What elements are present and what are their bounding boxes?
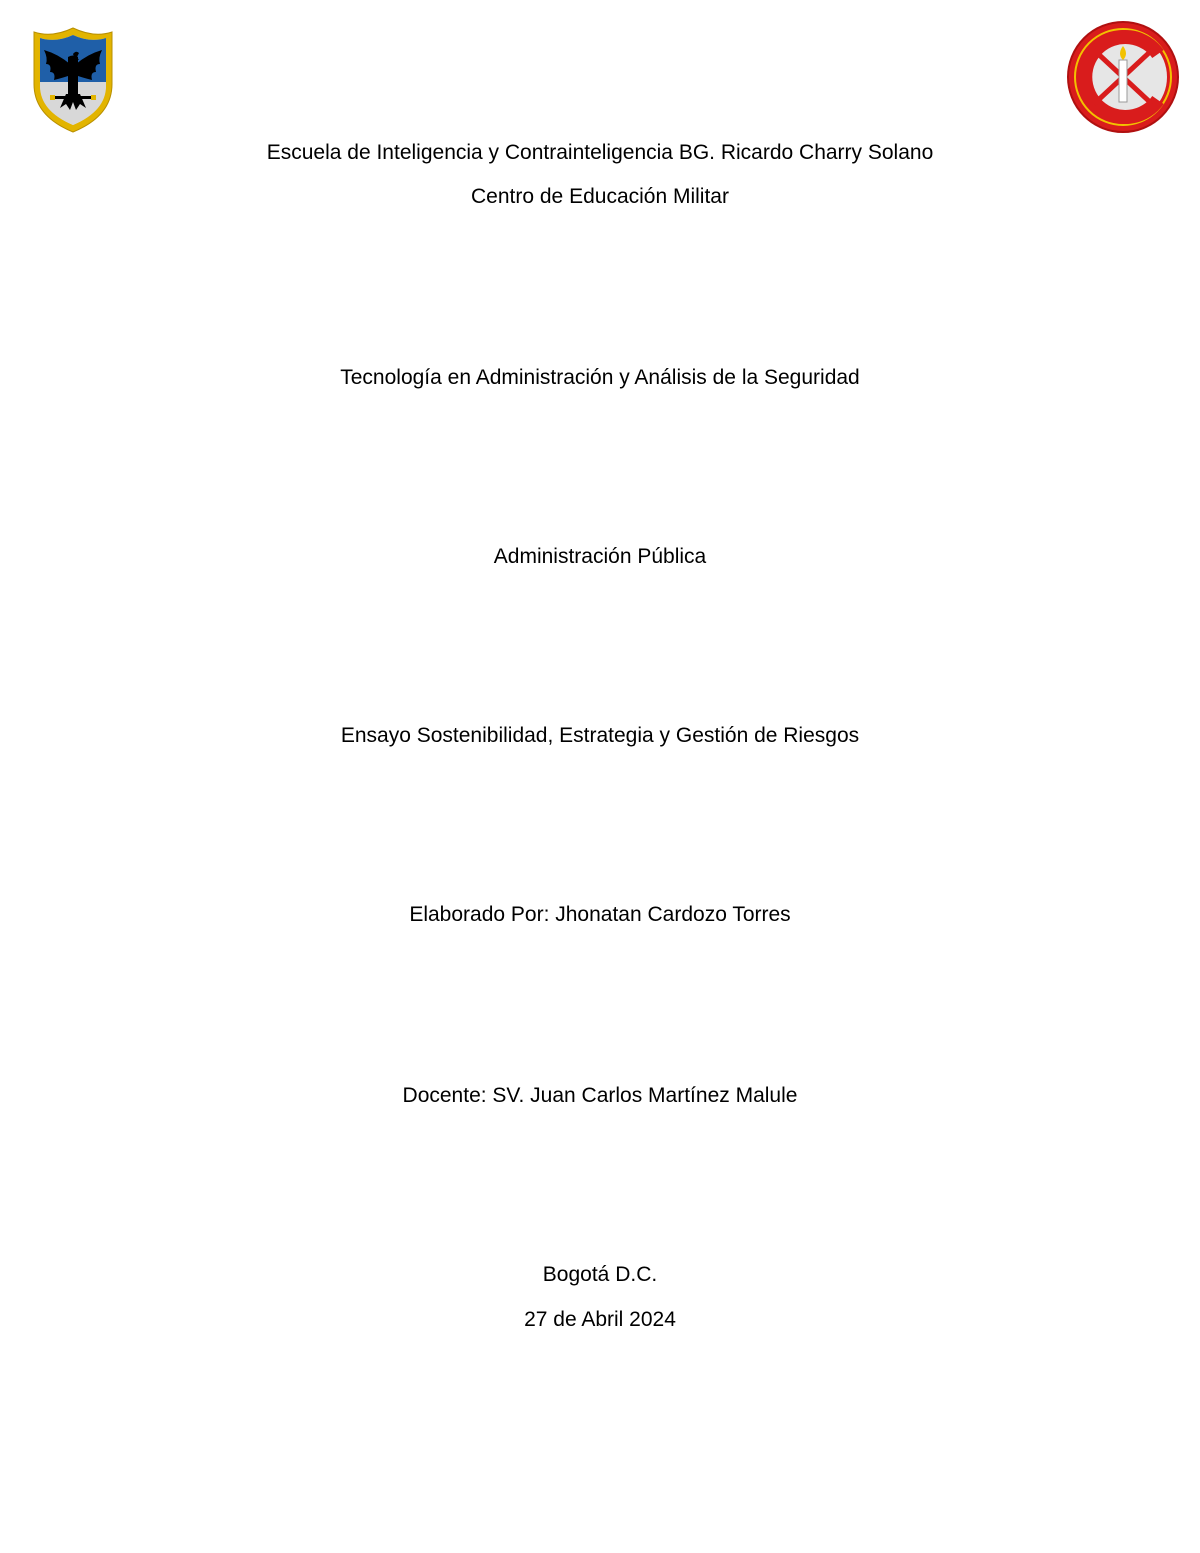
course-name: Administración Pública [493,545,707,568]
city-line: Bogotá D.C. [542,1263,658,1286]
program-name: Tecnología en Administración y Análisis de la Seguridad [340,366,860,389]
teacher-line: Docente: SV. Juan Carlos Martínez Malule [402,1084,798,1107]
red-c-circular-emblem-icon [1066,20,1180,134]
center-name: Centro de Educación Militar [471,185,729,208]
essay-title: Ensayo Sostenibilidad, Estrategia y Gestión de Riesgos [340,724,860,747]
date-line: 27 de Abril 2024 [524,1308,676,1331]
author-line: Elaborado Por: Jhonatan Cardozo Torres [409,903,791,926]
eagle-shield-crest-icon [30,24,116,136]
school-name: Escuela de Inteligencia y Contrainteligencia BG. Ricardo Charry Solano [266,141,934,164]
